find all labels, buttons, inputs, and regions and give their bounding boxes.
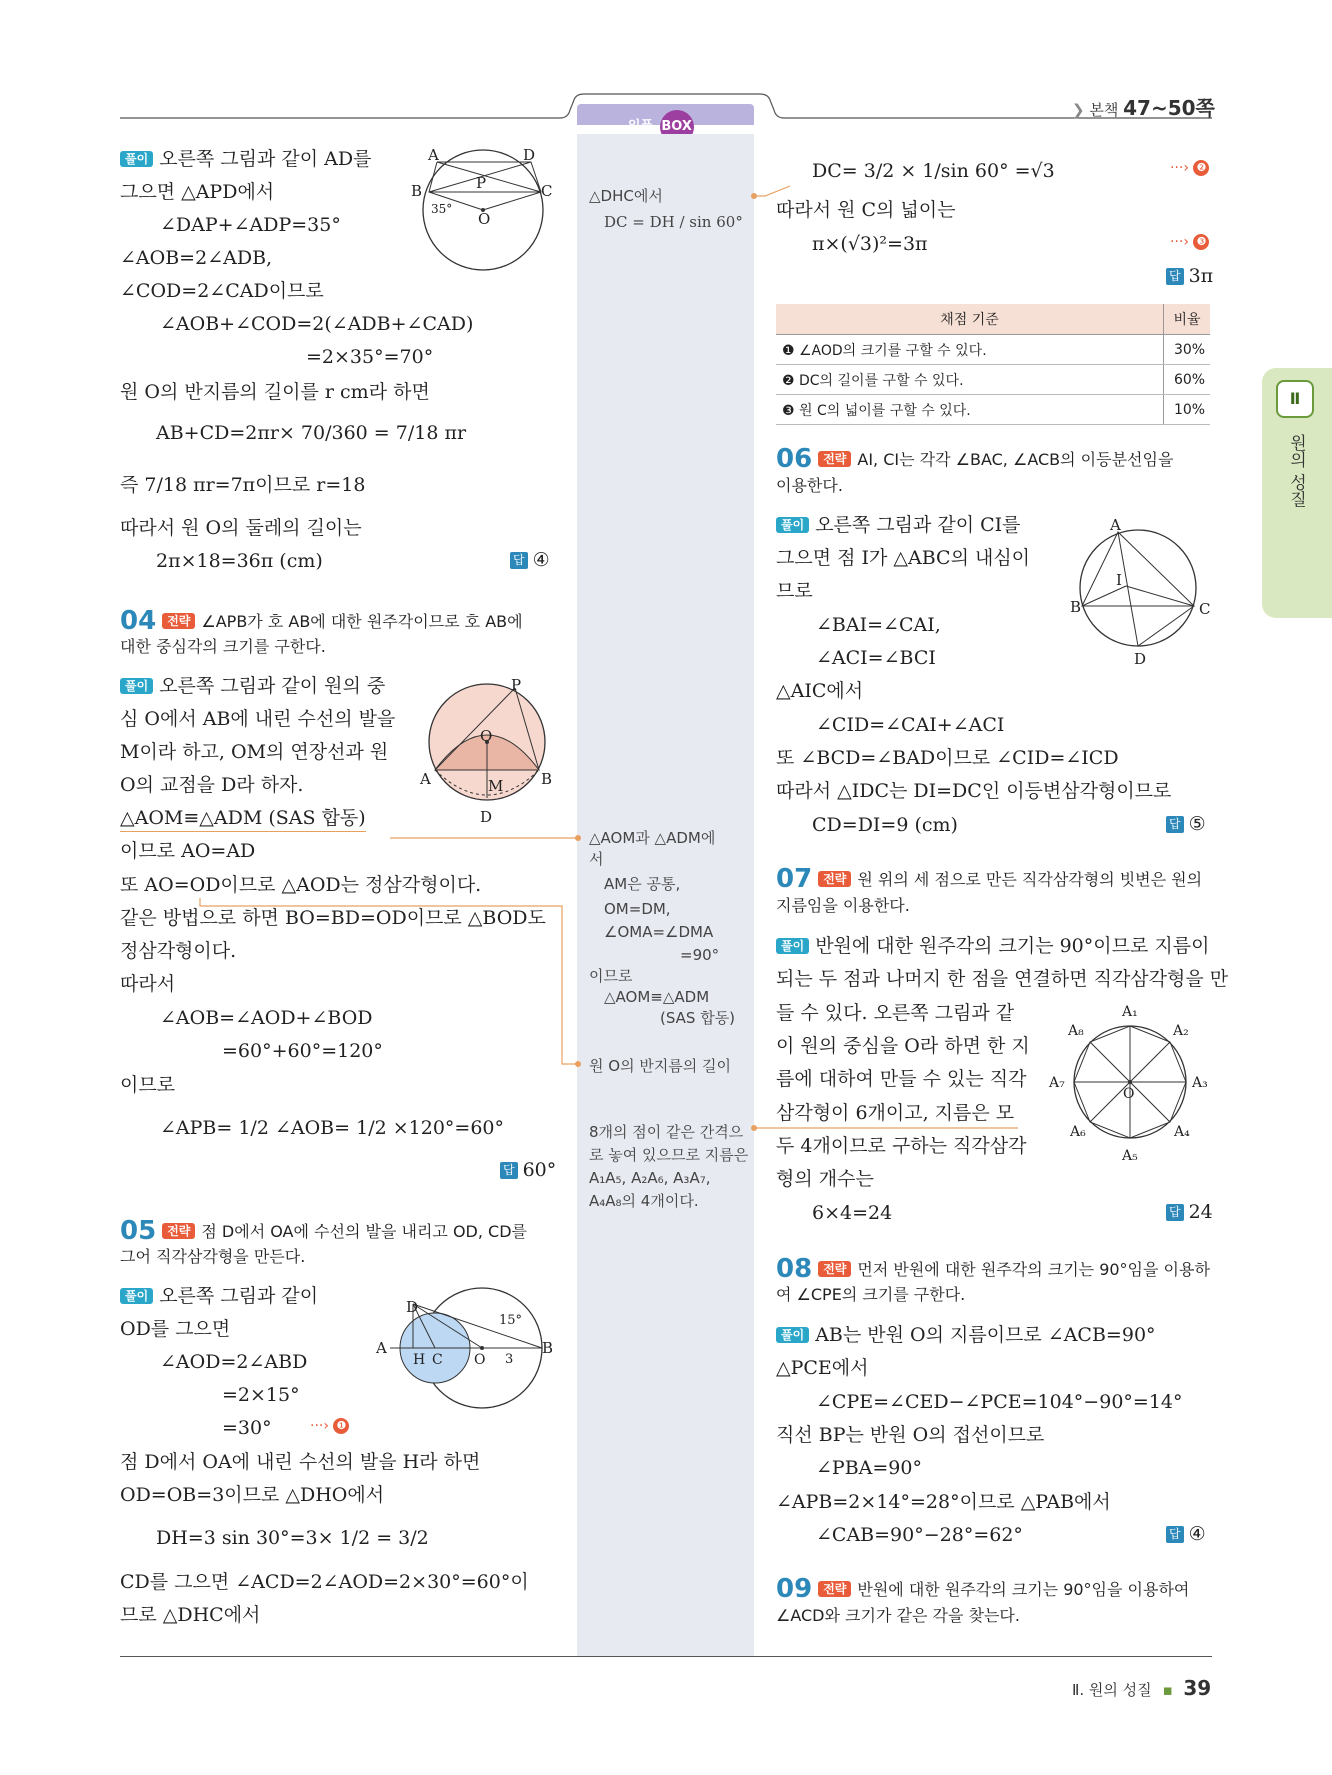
text-line: 원 O의 반지름의 길이를 r cm라 하면 bbox=[120, 381, 430, 403]
text-line: 직선 BP는 반원 O의 접선이므로 bbox=[776, 1424, 1045, 1446]
figure-label: D bbox=[1134, 650, 1147, 668]
figure-label: A₄ bbox=[1174, 1124, 1190, 1140]
figure-label: C bbox=[541, 182, 553, 200]
table-row bbox=[776, 395, 1210, 425]
text-line: 이 원의 중심을 O라 하면 한 지 bbox=[776, 1035, 1030, 1057]
text-line: ∠COD=2∠CAD이므로 bbox=[120, 280, 324, 302]
figure-label: C bbox=[432, 1352, 443, 1368]
text-line: 따라서 원 C의 넓이는 bbox=[776, 199, 956, 221]
text-line: 풀이 오른쪽 그림과 같이 원의 중 bbox=[120, 673, 385, 699]
figure-label: O bbox=[474, 1352, 486, 1368]
figure-label: O bbox=[478, 210, 491, 228]
figure-06-circle bbox=[1076, 526, 1206, 656]
note-line: △AOM≡△ADM bbox=[604, 988, 710, 1006]
text-line: △PCE에서 bbox=[776, 1357, 869, 1379]
text-line: 지름임을 이용한다. bbox=[776, 896, 910, 915]
question-06-strategy: 06 전략 AI, CI는 각각 ∠BAC, ∠ACB의 이등분선임을 bbox=[776, 444, 1174, 474]
text-line: ∠BAI=∠CAI, bbox=[816, 614, 941, 636]
text-line: ∠CAB=90°−28°=62° bbox=[816, 1524, 1023, 1546]
table-cell: ❸ 원 C의 넓이를 구할 수 있다. bbox=[776, 395, 1164, 425]
text-line: =30° bbox=[222, 1417, 272, 1439]
table-header: 비율 bbox=[1164, 304, 1211, 335]
text-line: △AOM≡△ADM (SAS 합동) bbox=[120, 805, 366, 832]
note-line: 8개의 점이 같은 간격으 bbox=[589, 1123, 744, 1141]
formula-line: DH=3 sin 30°=3× 1/2 = 3/2 bbox=[156, 1527, 429, 1549]
text-line: 삼각형이 6개이고, 지름은 모 bbox=[776, 1102, 1015, 1124]
text-line: 들 수 있다. 오른쪽 그림과 같 bbox=[776, 1002, 1015, 1024]
text-line: ∠CID=∠CAI+∠ACI bbox=[816, 714, 1005, 736]
note-line: 로 놓여 있으므로 지름은 bbox=[589, 1146, 749, 1164]
text-line: 그으면 점 I가 △ABC의 내심이 bbox=[776, 547, 1031, 569]
text-line: 풀이 AB는 반원 O의 지름이므로 ∠ACB=90° bbox=[776, 1322, 1156, 1348]
text-line: O의 교점을 D라 하자. bbox=[120, 774, 304, 796]
text-line: 또 ∠BCD=∠BAD이므로 ∠CID=∠ICD bbox=[776, 747, 1119, 769]
question-05-strategy: 05 전략 점 D에서 OA에 수선의 발을 내리고 OD, CD를 bbox=[120, 1216, 527, 1246]
answer-06: 답 ⑤ bbox=[1166, 813, 1206, 835]
note-line: ∠OMA=∠DMA bbox=[604, 923, 714, 941]
figure-label: C bbox=[1199, 600, 1211, 618]
text-line: π×(√3)²=3π bbox=[812, 233, 928, 255]
note-line: A₄A₈의 4개이다. bbox=[589, 1192, 699, 1210]
note-line: △DHC에서 bbox=[589, 187, 663, 205]
figure-label: B bbox=[1070, 598, 1082, 616]
step-mark-1: ···› ❶ bbox=[310, 1418, 349, 1434]
question-04-strategy: 04 전략 ∠APB가 호 AB에 대한 원주각이므로 호 AB에 bbox=[120, 606, 523, 636]
note-line: 이므로 bbox=[589, 967, 633, 985]
text-line: 이므로 bbox=[120, 1074, 176, 1096]
table-row bbox=[776, 335, 1210, 365]
answer-07: 답 24 bbox=[1166, 1201, 1213, 1223]
text-line: 여 ∠CPE의 크기를 구한다. bbox=[776, 1285, 966, 1304]
text-line: ∠AOB=∠AOD+∠BOD bbox=[160, 1007, 373, 1029]
note-line: △AOM과 △ADM에 bbox=[589, 829, 716, 847]
text-line: 두 4개이므로 구하는 직각삼각 bbox=[776, 1135, 1027, 1157]
figure-label: 3 bbox=[505, 1352, 514, 1367]
text-line: ∠AOD=2∠ABD bbox=[160, 1351, 308, 1373]
note-line: A₁A₅, A₂A₆, A₃A₇, bbox=[589, 1169, 711, 1187]
chapter-numeral: Ⅱ bbox=[1276, 380, 1314, 418]
question-07-strategy: 07 전략 원 위의 세 점으로 만든 직각삼각형의 빗변은 원의 bbox=[776, 864, 1203, 894]
text-line: 2π×18=36π (cm) bbox=[156, 550, 323, 572]
answer-04: 답 60° bbox=[500, 1159, 556, 1181]
text-line: 되는 두 점과 나머지 한 점을 연결하면 직각삼각형을 만 bbox=[776, 968, 1229, 990]
figure-label: A₇ bbox=[1049, 1075, 1065, 1091]
figure-label: A bbox=[1110, 516, 1121, 534]
question-08-strategy: 08 전략 먼저 반원에 대한 원주각의 크기는 90°임을 이용하 bbox=[776, 1254, 1210, 1284]
grading-table bbox=[776, 304, 1210, 425]
figure-label: A₆ bbox=[1070, 1124, 1086, 1140]
figure-label: A₂ bbox=[1173, 1023, 1189, 1039]
text-line: ∠ACI=∠BCI bbox=[816, 647, 936, 669]
text-line: 름에 대하여 만들 수 있는 직각 bbox=[776, 1068, 1027, 1090]
text-line: ∠PBA=90° bbox=[816, 1457, 922, 1479]
figure-label: B bbox=[411, 182, 423, 200]
figure-label: A₃ bbox=[1192, 1075, 1208, 1091]
figure-label: 15° bbox=[499, 1313, 523, 1328]
text-line: 풀이 오른쪽 그림과 같이 bbox=[120, 1283, 318, 1309]
text-line: ∠DAP+∠ADP=35° bbox=[160, 214, 341, 236]
note-line: 서 bbox=[589, 850, 604, 868]
figure-label: D bbox=[406, 1298, 419, 1316]
question-09-strategy: 09 전략 반원에 대한 원주각의 크기는 90°임을 이용하여 bbox=[776, 1574, 1190, 1604]
figure-label: A bbox=[376, 1339, 387, 1357]
formula-line: AB+CD=2πr× 70/360 = 7/18 πr bbox=[156, 422, 467, 444]
text-line: ∠AOB=2∠ADB, bbox=[120, 247, 273, 269]
table-row bbox=[776, 365, 1210, 395]
note-line: AM은 공통, bbox=[604, 875, 681, 893]
text-line: CD=DI=9 (cm) bbox=[812, 814, 958, 836]
figure-label: O bbox=[1123, 1086, 1135, 1102]
text-line: 풀이 오른쪽 그림과 같이 CI를 bbox=[776, 512, 1021, 538]
text-line: 6×4=24 bbox=[812, 1202, 893, 1224]
table-cell: ❷ DC의 길이를 구할 수 있다. bbox=[776, 365, 1164, 395]
table-cell: ❶ ∠AOD의 크기를 구할 수 있다. bbox=[776, 335, 1164, 365]
table-cell: 30% bbox=[1164, 335, 1211, 365]
answer-08: 답 ④ bbox=[1166, 1523, 1206, 1545]
text-line: 므로 bbox=[776, 580, 813, 602]
text-line: 그어 직각삼각형을 만든다. bbox=[120, 1247, 306, 1266]
note-line: 원 O의 반지름의 길이 bbox=[589, 1057, 732, 1075]
text-line: 형의 개수는 bbox=[776, 1168, 874, 1190]
figure-label: I bbox=[1116, 571, 1122, 589]
step-mark-2: ···› ❷ bbox=[1170, 160, 1209, 176]
figure-label: P bbox=[476, 174, 487, 192]
formula-line: ∠APB= 1/2 ∠AOB= 1/2 ×120°=60° bbox=[160, 1117, 505, 1139]
figure-label: M bbox=[488, 777, 504, 795]
text-line: 이므로 AO=AD bbox=[120, 840, 256, 862]
text-line: CD를 그으면 ∠ACD=2∠AOD=2×30°=60°이 bbox=[120, 1571, 529, 1593]
text-line: 이용한다. bbox=[776, 476, 843, 495]
figure-label: O bbox=[480, 727, 493, 745]
step-mark-3: ···› ❸ bbox=[1170, 234, 1209, 250]
text-line: 므로 △DHC에서 bbox=[120, 1604, 261, 1626]
answer-03: 답 ④ bbox=[510, 549, 550, 571]
text-line: 같은 방법으로 하면 BO=BD=OD이므로 △BOD도 bbox=[120, 907, 546, 929]
text-line: 또 AO=OD이므로 △AOD는 정삼각형이다. bbox=[120, 874, 482, 896]
text-line: 따라서 bbox=[120, 973, 176, 995]
text-line: ∠APB=2×14°=28°이므로 △PAB에서 bbox=[776, 1491, 1111, 1513]
figure-label: A₁ bbox=[1122, 1004, 1138, 1020]
text-line: OD를 그으면 bbox=[120, 1318, 231, 1340]
text-line: OD=OB=3이므로 △DHO에서 bbox=[120, 1484, 385, 1506]
figure-label: B bbox=[542, 1339, 554, 1357]
figure-label: D bbox=[480, 808, 493, 826]
answer-05: 답 3π bbox=[1166, 265, 1213, 287]
page-reference: ❯ 본책 47~50쪽 bbox=[1072, 96, 1215, 120]
table-header: 채점 기준 bbox=[776, 304, 1164, 335]
figure-label: D bbox=[523, 146, 536, 164]
text-line: 풀이 반원에 대한 원주각의 크기는 90°이므로 지름이 bbox=[776, 933, 1209, 959]
figure-label: A₈ bbox=[1068, 1023, 1084, 1039]
text-line: 정삼각형이다. bbox=[120, 940, 237, 962]
text-line: =2×35°=70° bbox=[306, 346, 434, 368]
text-line: 풀이 오른쪽 그림과 같이 AD를 bbox=[120, 146, 371, 172]
text-line: 따라서 △IDC는 DI=DC인 이등변삼각형이므로 bbox=[776, 780, 1172, 802]
text-line: 심 O에서 AB에 내린 수선의 발을 bbox=[120, 708, 396, 730]
table-cell: 60% bbox=[1164, 365, 1211, 395]
text-line: 점 D에서 OA에 내린 수선의 발을 H라 하면 bbox=[120, 1451, 481, 1473]
page-footer: Ⅱ. 원의 성질 ▪ 39 bbox=[1072, 1676, 1212, 1700]
figure-label: B bbox=[541, 770, 553, 788]
text-line: 그으면 △APD에서 bbox=[120, 181, 275, 203]
table-cell: 10% bbox=[1164, 395, 1211, 425]
text-line: 따라서 원 O의 둘레의 길이는 bbox=[120, 517, 362, 539]
footer-rule bbox=[120, 1656, 1212, 1657]
box-label: 일품 BOX bbox=[628, 110, 694, 144]
text-line: M이라 하고, OM의 연장선과 원 bbox=[120, 741, 389, 763]
text-line: △AIC에서 bbox=[776, 680, 864, 702]
text-line: =2×15° bbox=[222, 1384, 300, 1406]
formula-line: 즉 7/18 πr=7π이므로 r=18 bbox=[120, 474, 366, 496]
text-line: =60°+60°=120° bbox=[222, 1040, 383, 1062]
figure-label: A bbox=[428, 146, 439, 164]
figure-label: 35° bbox=[431, 202, 453, 216]
text-line: ∠ACD와 크기가 같은 각을 찾는다. bbox=[776, 1606, 1020, 1625]
text-line: ∠CPE=∠CED−∠PCE=104°−90°=14° bbox=[816, 1391, 1183, 1413]
note-line: OM=DM, bbox=[604, 900, 671, 918]
note-line: =90° bbox=[680, 946, 720, 964]
text-line: 대한 중심각의 크기를 구한다. bbox=[120, 637, 326, 656]
text-line: ∠AOB+∠COD=2(∠ADB+∠CAD) bbox=[160, 313, 474, 335]
note-formula: DC = DH / sin 60° bbox=[604, 213, 743, 231]
chapter-title: 원의 성질 bbox=[1286, 434, 1306, 508]
note-line: (SAS 합동) bbox=[660, 1009, 736, 1027]
figure-label: A bbox=[420, 770, 431, 788]
figure-label: P bbox=[511, 676, 522, 694]
formula-line: DC= 3/2 × 1/sin 60° =√3 bbox=[812, 160, 1055, 182]
figure-label: A₅ bbox=[1122, 1148, 1138, 1164]
figure-label: H bbox=[413, 1352, 426, 1368]
page-number: 39 bbox=[1183, 1676, 1212, 1700]
